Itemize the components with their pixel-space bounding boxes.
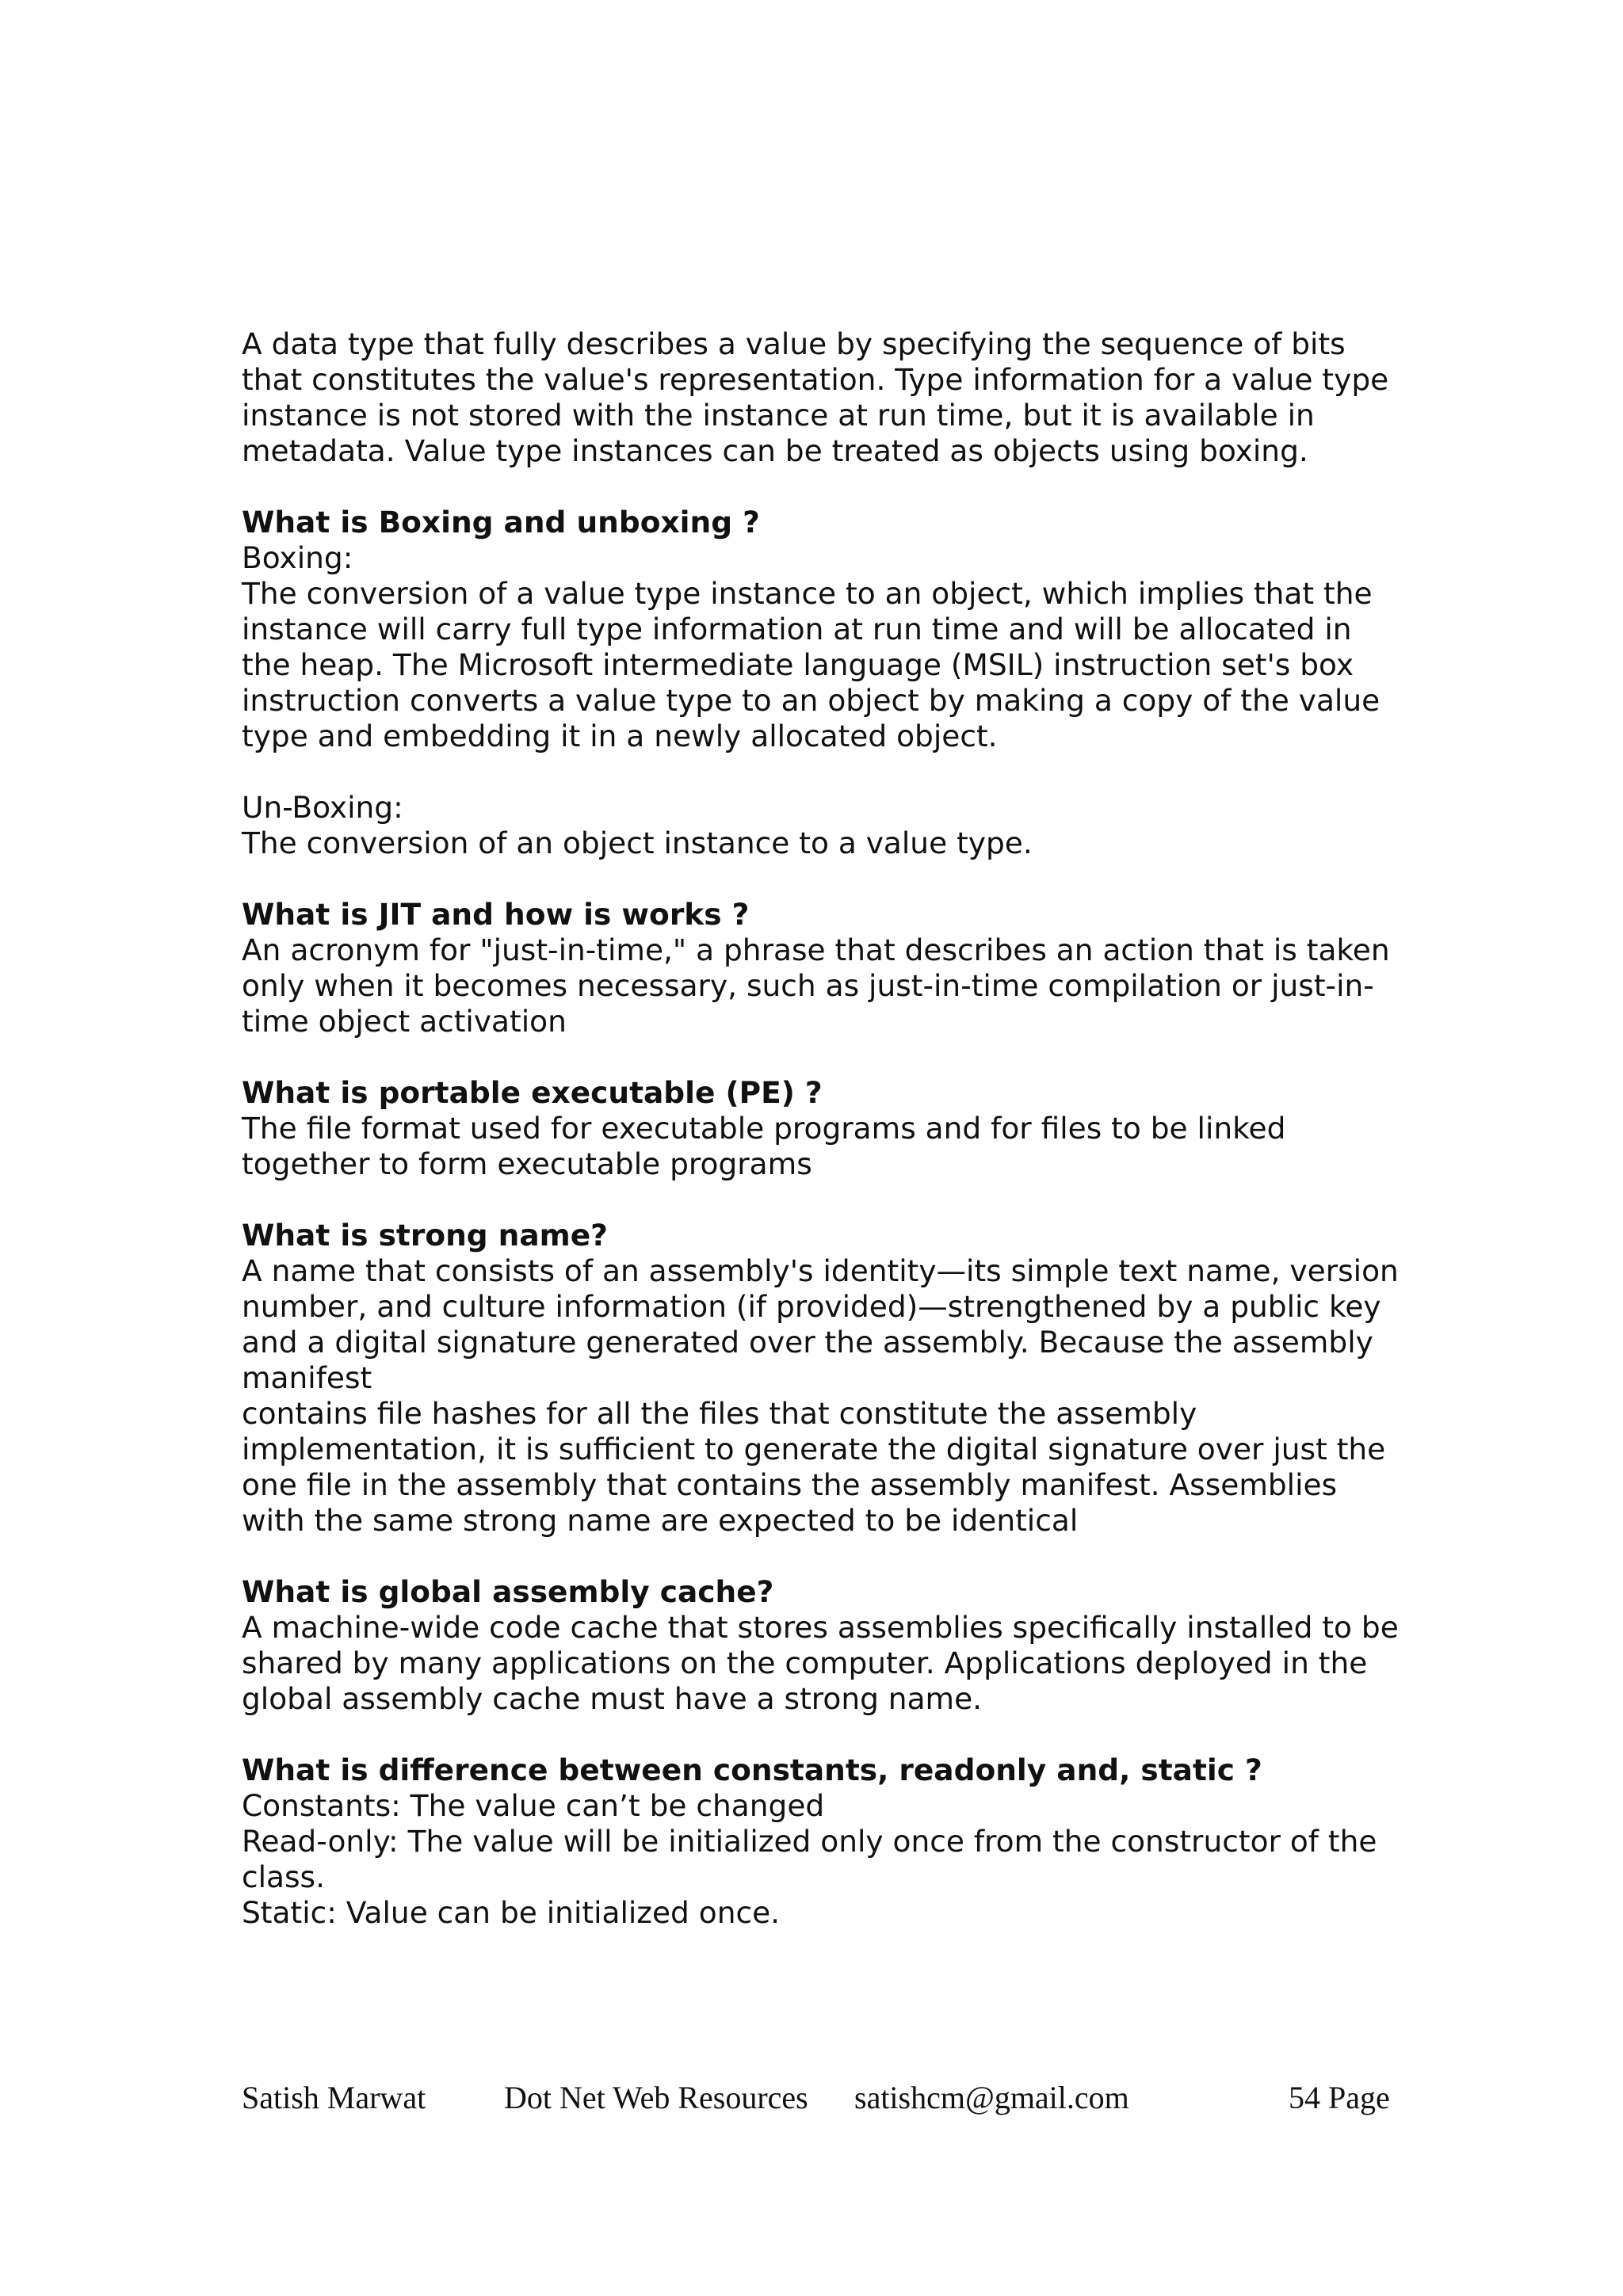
spacer (242, 1717, 1403, 1753)
footer-page-number: 54 Page (1289, 2080, 1390, 2115)
boxing-label: Boxing: (242, 540, 353, 575)
answer-strong-name: A name that consists of an assembly's identity—its simple text name, version number, and culture information (if provided)—strengthened by a public key and a digital signature generated over the assembly. Because the assembly manifest contains file hashes for all the files that constitute the assembly implementation, it is sufficient to generate the digital signature over just the one file in the assembly that contains the assembly manifest. Assemblies with the same strong name are expected to be identical (242, 1253, 1399, 1538)
unboxing-answer: The conversion of an object instance to a value type. (242, 826, 1033, 860)
footer-site: Dot Net Web Resources (504, 2080, 808, 2115)
answer-constants: Constants: The value can’t be changed Read-only: The value will be initialized only once from the constructor of the class. Static: Value can be initialized once. (242, 1788, 1377, 1930)
footer-author: Satish Marwat (242, 2080, 426, 2115)
question-strong-name: What is strong name? (242, 1218, 608, 1253)
boxing-answer: The conversion of a value type instance to an object, which implies that the instance will carry full type information at run time and will be allocated in the heap. The Microsoft intermediate language (MSIL) instruction set's box instruction converts a value type to an object by making a copy of the value type and embedding it in a newly allocated object. (242, 576, 1381, 753)
answer-jit: An acronym for "just-in-time," a phrase that describes an action that is taken only when it becomes necessary, such as just-in-time compilation or just-in- time object activation (242, 933, 1390, 1039)
answer-pe: The file format used for executable programs and for files to be linked together to form executable programs (242, 1111, 1286, 1181)
spacer (242, 1539, 1403, 1574)
spacer (242, 1182, 1403, 1218)
spacer (242, 1039, 1403, 1075)
question-gac: What is global assembly cache? (242, 1574, 774, 1609)
footer-email: satishcm@gmail.com (854, 2080, 1129, 2115)
question-pe: What is portable executable (PE) ? (242, 1075, 823, 1110)
question-jit: What is JIT and how is works ? (242, 897, 750, 932)
question-constants: What is difference between constants, readonly and, static ? (242, 1753, 1262, 1787)
page-content (242, 326, 1403, 1931)
unboxing-label: Un-Boxing: (242, 790, 403, 825)
page-footer (0, 2079, 1623, 2119)
intro-paragraph: A data type that fully describes a value by specifying the sequence of bits that constitutes the value's representation. Type information for a value type instance is not stored with the instance at run time, but it is available in metadata. Value type instances can be treated as objects using boxing. (242, 326, 1389, 468)
question-boxing: What is Boxing and unboxing ? (242, 505, 760, 540)
spacer (242, 861, 1403, 897)
answer-gac: A machine-wide code cache that stores assemblies specifically installed to be shared by many applications on the computer. Applications deployed in the global assembly cache must have a strong name. (242, 1610, 1399, 1716)
spacer (242, 754, 1403, 790)
spacer (242, 469, 1403, 505)
